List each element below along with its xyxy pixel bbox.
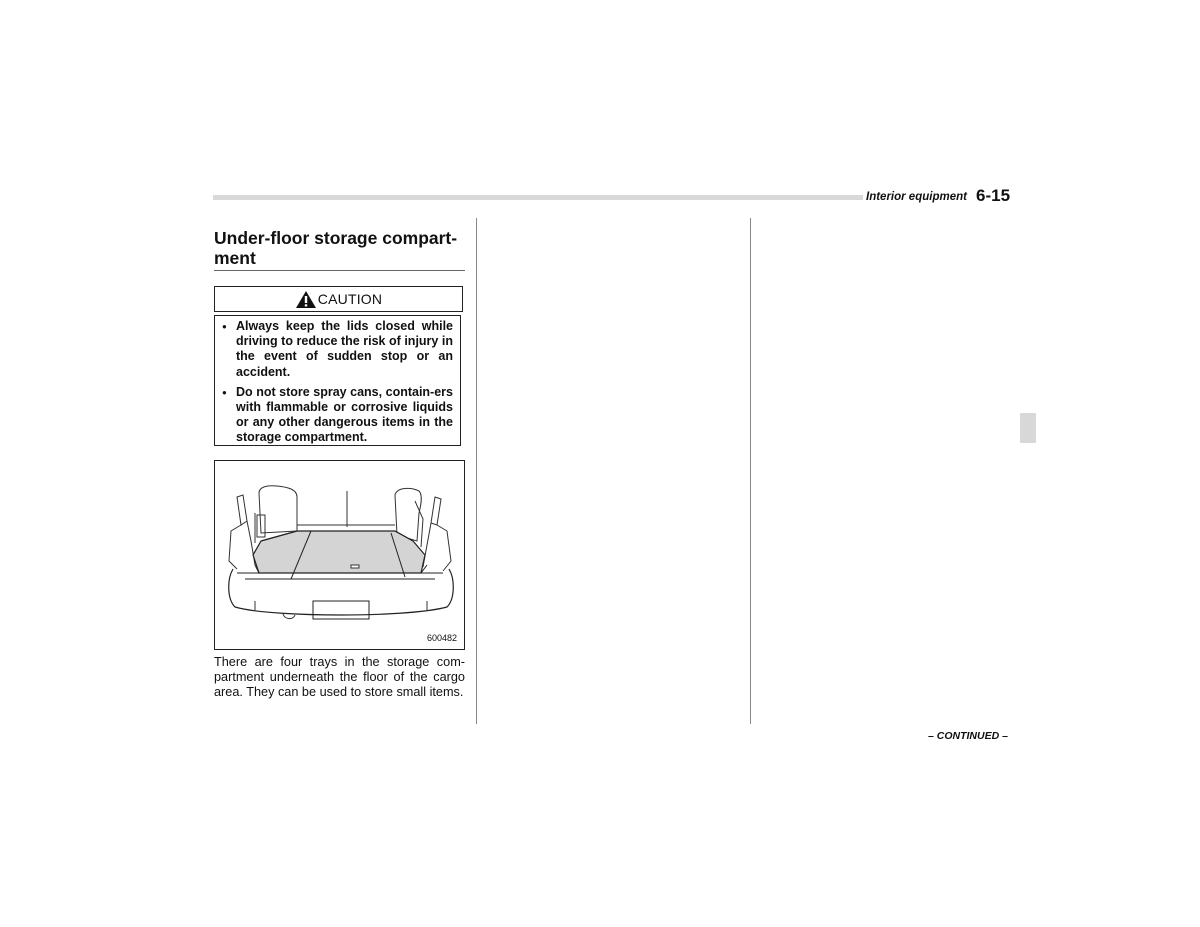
caution-list <box>222 319 453 446</box>
cargo-illustration-drawing <box>215 461 464 649</box>
page-number: 6-15 <box>976 186 1011 205</box>
column-divider-left <box>476 218 477 724</box>
caution-header <box>214 286 463 312</box>
chapter-tab <box>1020 413 1036 443</box>
section-title: Under-floor storage compart-ment <box>214 228 458 268</box>
title-underline <box>214 270 465 271</box>
caution-body <box>214 315 461 446</box>
warning-triangle-icon <box>295 290 317 309</box>
caution-item: ● Do not store spray cans, contain-ers with flammable or corrosive liquids or any other dangerous items in the storage compartment. <box>222 385 453 446</box>
header-bar <box>213 195 863 200</box>
cargo-area-illustration <box>214 460 465 650</box>
continued-label: – CONTINUED – <box>928 730 1008 742</box>
column-divider-right <box>750 218 751 724</box>
header-section-title: Interior equipment <box>866 191 967 203</box>
caution-item: ● Always keep the lids closed while driving to reduce the risk of injury in the event of sudden stop or an accident. <box>222 319 453 380</box>
caution-label: CAUTION <box>317 291 383 307</box>
figure-id: 600482 <box>426 633 457 643</box>
body-paragraph: There are four trays in the storage com-partment underneath the floor of the cargo area. They can be used to store small items. <box>214 655 465 700</box>
